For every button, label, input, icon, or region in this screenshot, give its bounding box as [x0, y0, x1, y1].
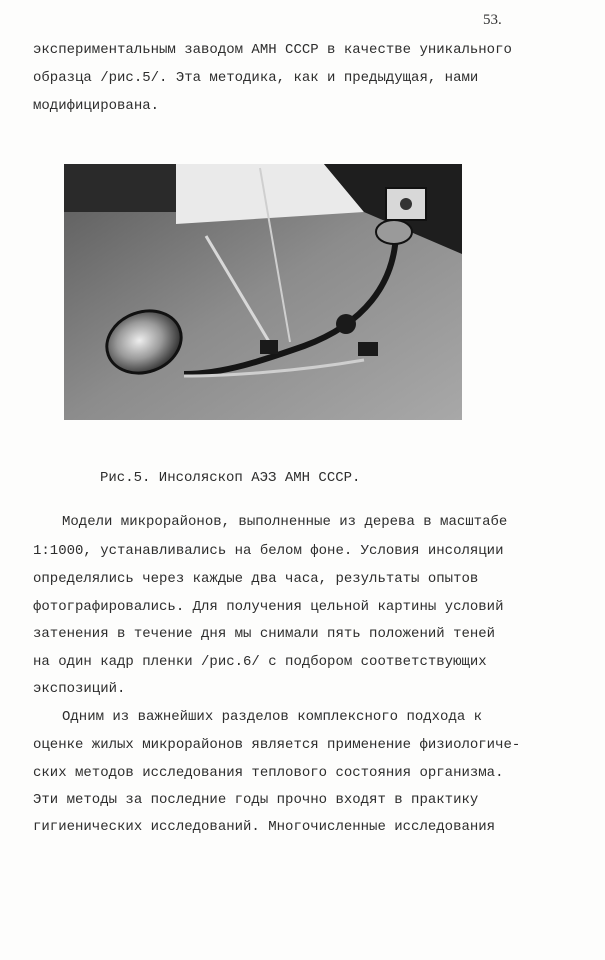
text-line: фотографировались. Для получения цельной картины условий	[33, 599, 504, 615]
text-line: экспозиций.	[33, 681, 126, 697]
text-line: модифицирована.	[33, 98, 160, 114]
text-line: Одним из важнейших разделов комплексного подхода к	[62, 709, 483, 725]
text-line: Модели микрорайонов, выполненные из дерева в масштабе	[62, 514, 508, 530]
figure-caption: Рис.5. Инсоляскоп АЭЗ АМН СССР.	[100, 470, 361, 486]
page-number: 53.	[483, 12, 502, 28]
text-line: определялись через каждые два часа, результаты опытов	[33, 571, 479, 587]
text-line: 1:1000, устанавливались на белом фоне. Условия инсоляции	[33, 543, 504, 559]
text-line: оценке жилых микрорайонов является применение физиологиче-	[33, 737, 521, 753]
text-line: ских методов исследования теплового состояния организма.	[33, 765, 504, 781]
insoloscope-photo	[64, 164, 462, 420]
text-line: затенения в течение дня мы снимали пять положений теней	[33, 626, 496, 642]
text-line: Эти методы за последние годы прочно входят в практику	[33, 792, 479, 808]
text-line: на один кадр пленки /рис.6/ с подбором соответствующих	[33, 654, 487, 670]
text-line: экспериментальным заводом АМН СССР в качестве уникального	[33, 42, 512, 58]
text-line: гигиенических исследований. Многочисленные исследования	[33, 819, 496, 835]
text-line: образца /рис.5/. Эта методика, как и предыдущая, нами	[33, 70, 479, 86]
